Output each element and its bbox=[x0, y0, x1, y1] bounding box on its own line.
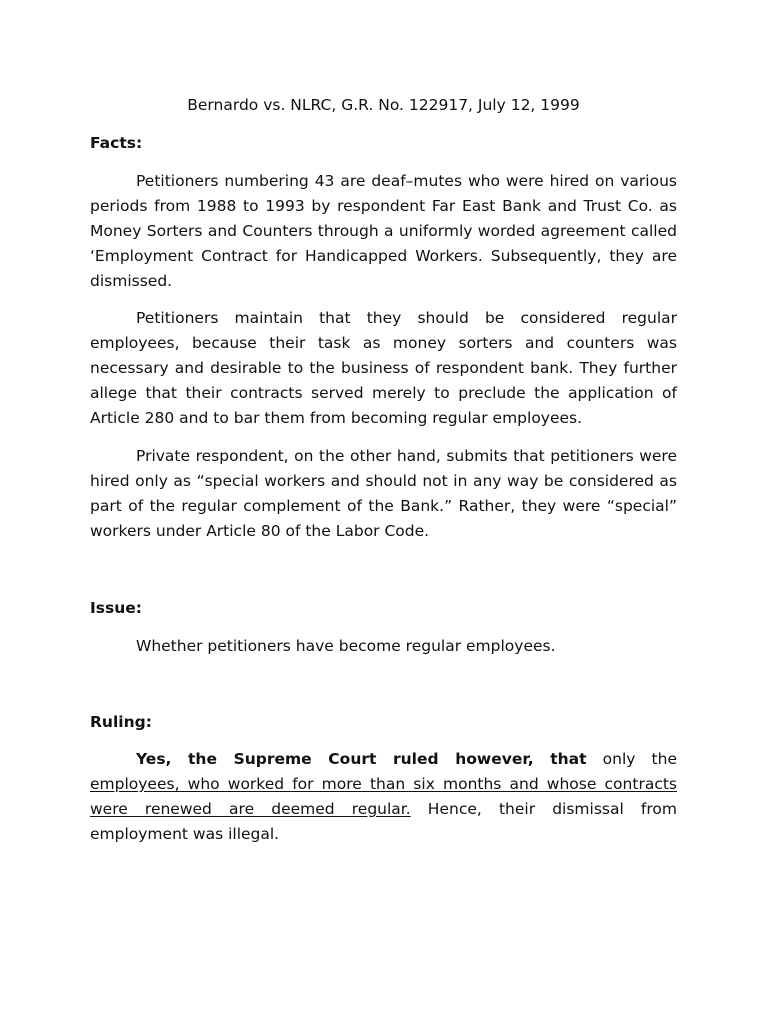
facts-paragraph-1: Petitioners numbering 43 are deaf–mutes who were hired on various periods from 1988 to 1993 by respondent Far East Bank and Trust Co. as Money Sorters and Counters through a uniformly worded agreement called ‘Employment Contract for Handicapped Workers. Subsequently, they are dismissed. bbox=[90, 172, 677, 290]
facts-paragraph-3: Private respondent, on the other hand, submits that petitioners were hired only as “special workers and should not in any way be considered as part of the regular complement of the Bank.” Rather, they were “special” workers under Article 80 of the Labor Code. bbox=[90, 447, 677, 540]
ruling-heading: Ruling: bbox=[90, 713, 152, 731]
ruling-closing-text: Hence, their dismissal from employment was illegal. bbox=[90, 800, 677, 843]
ruling-plain-text: only the bbox=[586, 750, 677, 768]
ruling-paragraph bbox=[90, 747, 677, 847]
ruling-underlined-text: employees, who worked for more than six months and whose contracts were renewed are deemed regular. bbox=[90, 775, 677, 818]
facts-paragraph-2: Petitioners maintain that they should be considered regular employees, because their task as money sorters and counters was necessary and desirable to the business of respondent bank. They further allege that their contracts served merely to preclude the application of Article 280 and to bar them from becoming regular employees. bbox=[90, 309, 677, 427]
facts-heading: Facts: bbox=[90, 134, 143, 152]
issue-heading: Issue: bbox=[90, 599, 142, 617]
issue-text: Whether petitioners have become regular employees. bbox=[136, 637, 556, 655]
ruling-bold-text: Yes, the Supreme Court ruled however, that bbox=[136, 750, 587, 768]
case-title: Bernardo vs. NLRC, G.R. No. 122917, July 12, 1999 bbox=[187, 96, 580, 114]
